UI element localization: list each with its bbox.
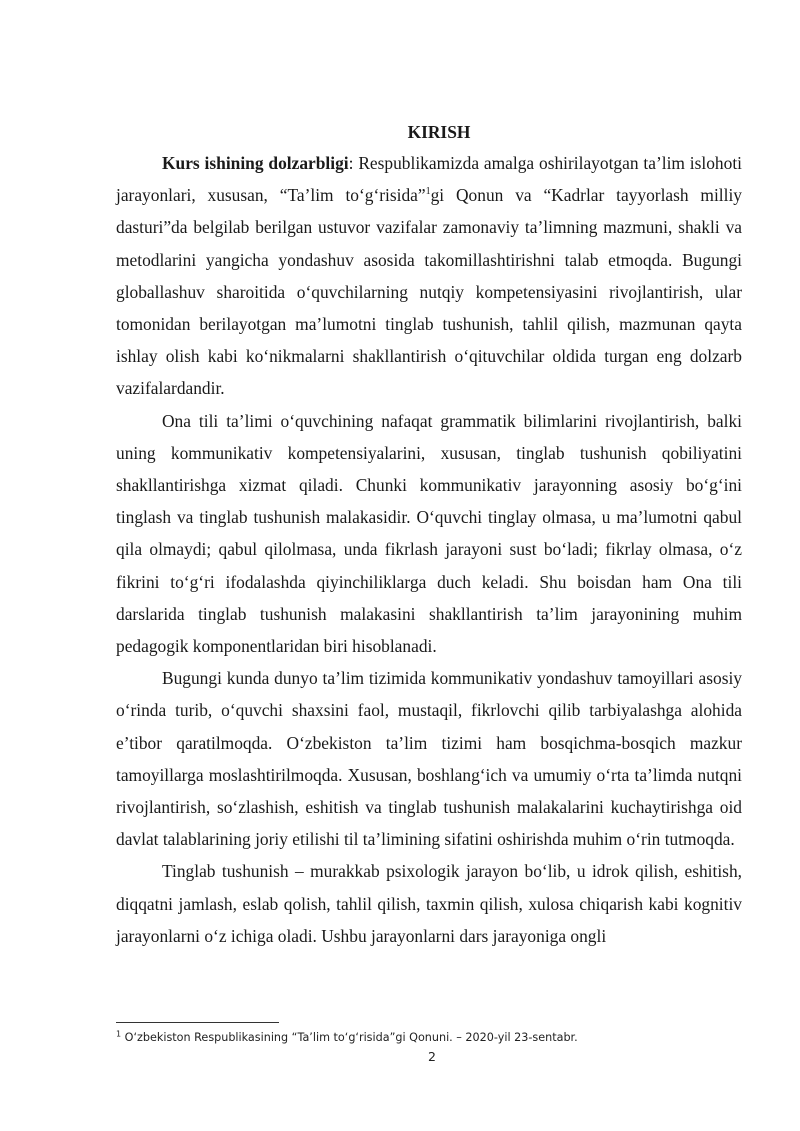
paragraph-lead: Kurs ishining dolzarbligi <box>162 153 349 173</box>
paragraph-1 <box>116 147 742 405</box>
paragraph-text: : Respublikamizda amalga oshirilayotgan ta’lim islohoti jarayonlari, xususan, “Ta’lim to‘g‘risida” <box>116 153 742 206</box>
footnote-text: O‘zbekiston Respublikasining “Ta’lim to‘g‘risida”gi Qonuni. – 2020-yil 23-sentabr. <box>121 1031 578 1044</box>
page-number: 2 <box>428 1049 436 1064</box>
paragraph-text: gi Qonun va “Kadrlar tayyorlash milliy dasturi”da belgilab berilgan ustuvor vazifalar zamonaviy ta’limning mazmuni, shakli va metodlarini yangicha yondashuv asosida takomillashtirishni talab etmoqda. Bugungi globallashuv sharoitida o‘quvchilarning nutqiy kompetensiyasini rivojlantirish, ular tomonidan berilayotgan ma’lumotni tinglab tushunish, tahlil qilish, mazmunan qayta ishlay olish kabi ko‘nikmalarni shakllantirish o‘qituvchilar oldida turgan eng dolzarb vazifalardandir. <box>116 185 742 399</box>
paragraph-3: Bugungi kunda dunyo ta’lim tizimida kommunikativ yondashuv tamoyillari asosiy o‘rinda turib, o‘quvchi shaxsini faol, mustaqil, fikrlovchi qilib tarbiyalashga alohida e’tibor qaratilmoqda. O‘zbekiston ta’lim tizimi ham bosqichma-bosqich mazkur tamoyillarga moslashtirilmoqda. Xususan, boshlang‘ich va umumiy o‘rta ta’limda nutqni rivojlantirish, so‘zlashish, eshitish va tinglab tushunish malakalarini kuchaytirishga oid davlat talablarining joriy etilishi til ta’limining sifatini oshirishda muhim o‘rin tutmoqda. <box>116 668 742 850</box>
paragraph-4: Tinglab tushunish – murakkab psixologik jarayon bo‘lib, u idrok qilish, eshitish, diqqatni jamlash, eslab qolish, tahlil qilish, taxmin qilish, xulosa chiqarish kabi kognitiv jarayonlarni o‘z ichiga oladi. Ushbu jarayonlarni dars jarayoniga ongli <box>116 861 742 946</box>
paragraph-2: Ona tili ta’limi o‘quvchining nafaqat grammatik bilimlarini rivojlantirish, balki uning kommunikativ kompetensiyalarini, xususan, tinglab tushunish qobiliyatini shakllantirishga xizmat qiladi. Chunki kommunikativ jarayonning asosiy bo‘g‘ini tinglash va tinglab tushunish malakasidir. O‘quvchi tinglay olmasa, u ma’lumotni qabul qila olmaydi; qabul qilolmasa, unda fikrlash jarayoni sust bo‘ladi; fikrlay olmasa, o‘z fikrini to‘g‘ri ifodalashda qiyinchiliklarga duch keladi. Shu boisdan ham Ona tili darslarida tinglab tushunish malakasini shakllantirish ta’lim jarayonining muhim pedagogik komponentlaridan biri hisoblanadi. <box>116 410 742 657</box>
footnote-reference[interactable]: 1 <box>425 186 431 198</box>
footnote <box>116 1031 742 1045</box>
section-title: KIRISH <box>407 122 471 142</box>
page-body <box>116 118 742 952</box>
footnote-separator <box>116 1022 279 1023</box>
footnote-marker: 1 <box>116 1029 122 1039</box>
